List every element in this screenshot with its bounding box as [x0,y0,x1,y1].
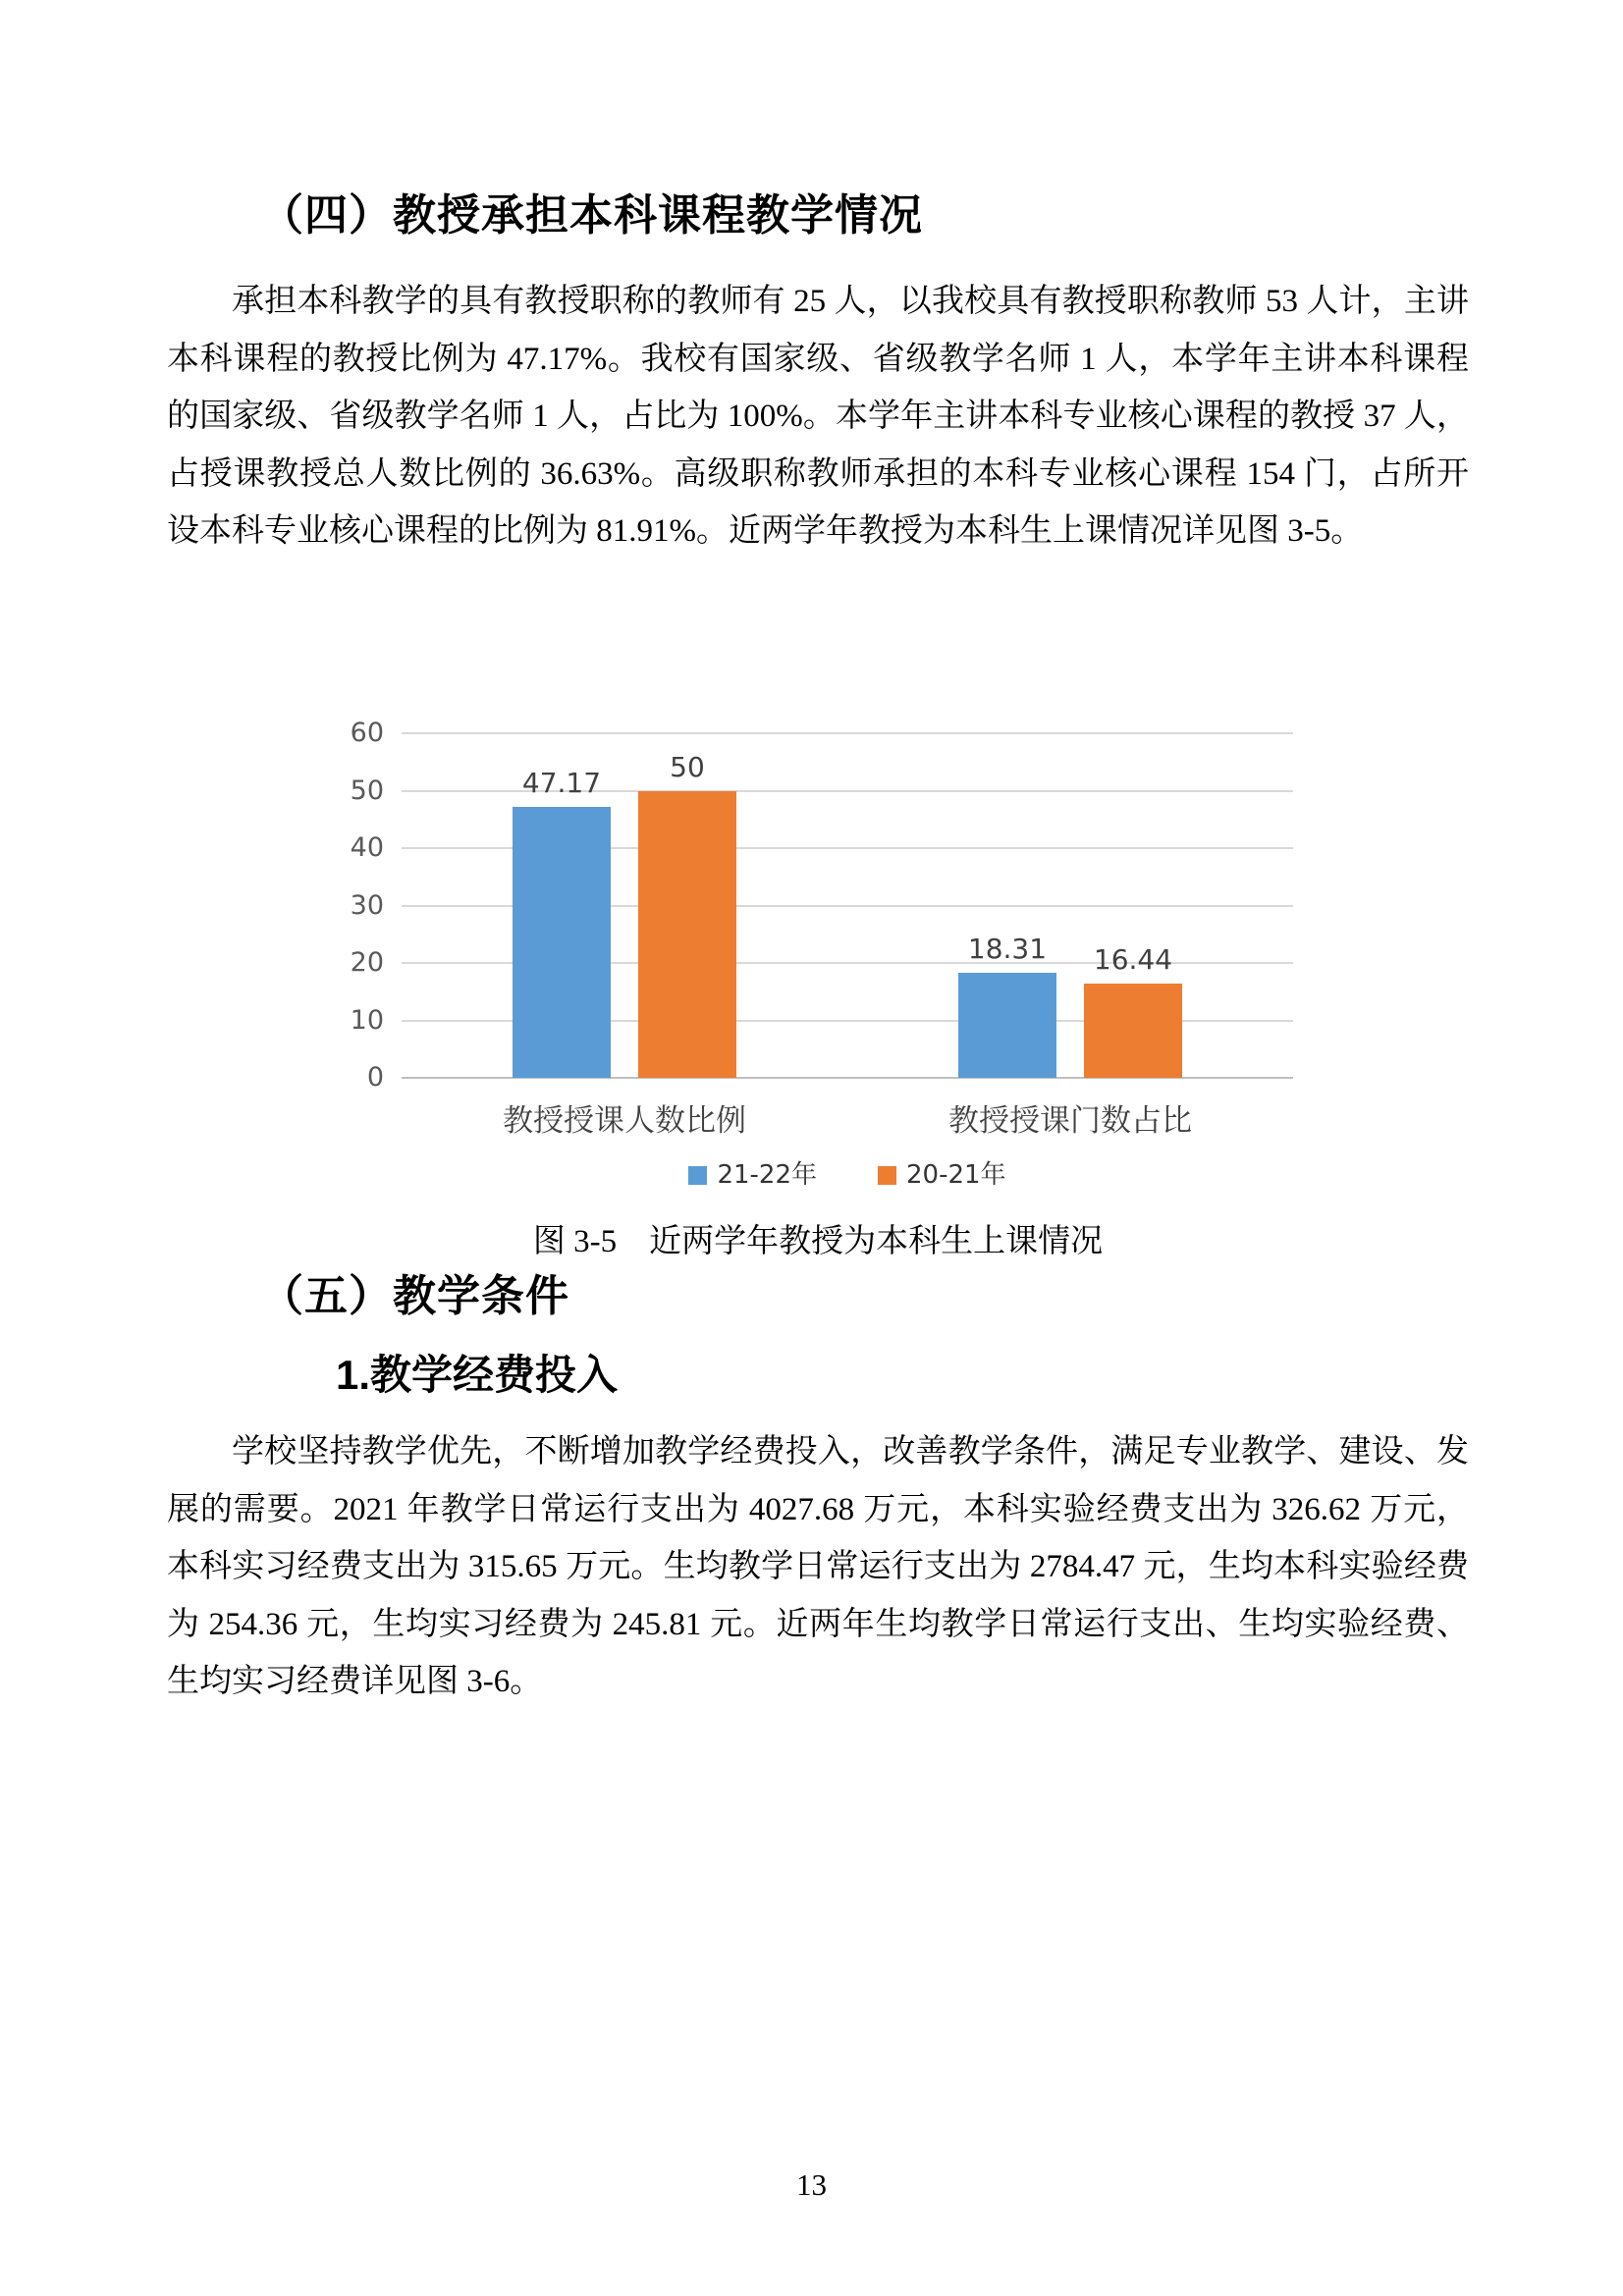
figure-caption: 图 3-5 近两学年教授为本科生上课情况 [532,1224,1104,1259]
legend-item [878,1162,1006,1188]
x-axis-category-label: 教授授课门数占比 [948,1103,1192,1138]
chart-bar-21-22年 [958,973,1056,1078]
y-axis-tick-label: 50 [350,774,384,806]
page-number: 13 [796,2167,827,2202]
subsection-heading-funding: 1.教学经费投入 [336,1352,619,1398]
legend-swatch [878,1166,896,1185]
y-axis-tick-label: 60 [350,718,384,748]
chart-bar-20-21年 [638,791,736,1079]
chart-bar-20-21年 [1084,984,1182,1078]
bar-value-label: 50 [670,750,705,783]
legend-item [688,1162,817,1188]
legend-swatch [688,1166,707,1185]
x-axis-category-label: 教授授课人数比例 [503,1103,746,1138]
gridline [402,732,1293,734]
chart-legend [402,1162,1293,1188]
bar-value-label: 47.17 [521,767,602,800]
bar-value-label: 18.31 [967,932,1048,965]
y-axis-tick-label: 20 [350,947,384,978]
legend-label: 20-21年 [906,1160,1006,1190]
section5-paragraph: 学校坚持教学优先，不断增加教学经费投入，改善教学条件，满足专业教学、建设、发展的需要。2021 年教学日常运行支出为 4027.68 万元，本科实验经费支出为 326.62 万元，本科实习经费支出为 315.65 万元。生均教学日常运行支出为 2784.47 元，生均本科实验经费为 254.36 元，生均实习经费为 245.81 元。近两年生均教学日常运行支出、生均实验经费、生均实习经费详见图 3-6。 [167,1434,1469,1699]
bar-value-label: 16.44 [1093,942,1173,976]
y-axis-tick-label: 0 [366,1062,384,1093]
y-axis-tick-label: 30 [350,889,384,921]
section4-paragraph: 承担本科教学的具有教授职称的教师有 25 人，以我校具有教授职称教师 53 人计，主讲本科课程的教授比例为 47.17%。我校有国家级、省级教学名师 1 人，本学年主讲本科课程的国家级、省级教学名师 1 人，占比为 100%。本学年主讲本科专业核心课程的教授 37 人，占授课教授总人数比例的 36.63%。高级职称教师承担的本科专业核心课程 154 门，占所开设本科专业核心课程的比例为 81.91%。近两学年教授为本科生上课情况详见图 3-5。 [167,284,1469,549]
y-axis-tick-label: 10 [350,1004,384,1036]
y-axis-tick-label: 40 [350,832,384,863]
section-heading-4: （四）教授承担本科课程教学情况 [260,191,923,240]
bar-chart-plot-area [350,718,1293,1138]
legend-label: 21-22年 [717,1160,817,1190]
section-heading-5: （五）教学条件 [260,1272,569,1320]
chart-bar-21-22年 [513,807,611,1078]
